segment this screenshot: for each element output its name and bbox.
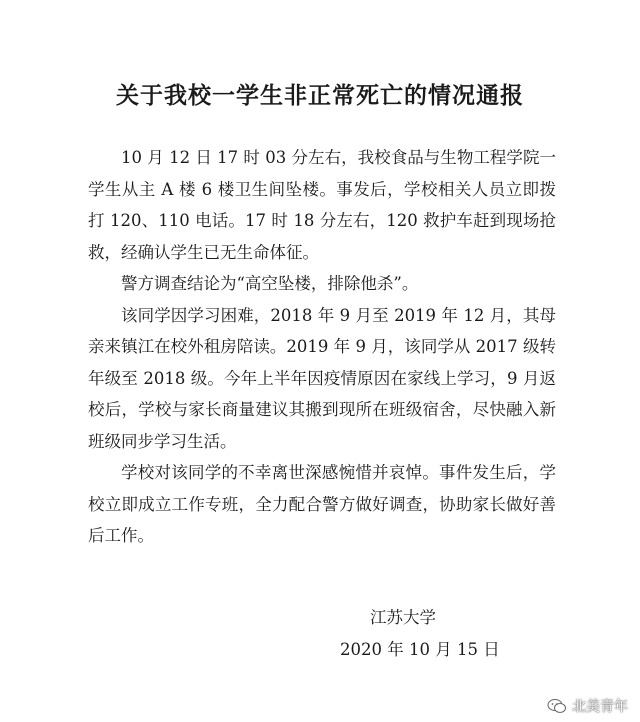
watermark: [547, 696, 628, 716]
signature-date: 2020 年 10 月 15 日: [340, 640, 500, 659]
signature-org: 江苏大学: [370, 608, 436, 627]
paragraph-background: 该同学因学习困难，2018 年 9 月至 2019 年 12 月，其母亲来镇江在校外租房陪读。2019 年 9 月，该同学从 2017 级转年级至 2018 级。今年上半年因疫情原因在家线上学习，9 月返校后，学校与家长商量建议其搬到现所在班级宿舍，尽快融入新班级同步学习生活。: [88, 305, 556, 451]
notice-body: [88, 142, 556, 552]
paragraph-incident: 10 月 12 日 17 时 03 分左右，我校食品与生物工程学院一学生从主 A 楼 6 楼卫生间坠楼。事发后，学校相关人员立即拨打 120、110 电话。17 时 18 分左右，120 救护车赶到现场抢救，经确认学生已无生命体征。: [88, 148, 556, 262]
notice-title: 关于我校一学生非正常死亡的情况通报: [116, 82, 524, 109]
watermark-text: 北美青年: [572, 699, 628, 715]
wechat-icon: [547, 698, 567, 714]
paragraph-condolence: 学校对该同学的不幸离世深感惋惜并哀悼。事件发生后，学校立即成立工作专班，全力配合警方做好调查，协助家长做好善后工作。: [88, 463, 556, 545]
paragraph-police-conclusion: 警方调查结论为“高空坠楼，排除他杀”。: [121, 274, 419, 293]
